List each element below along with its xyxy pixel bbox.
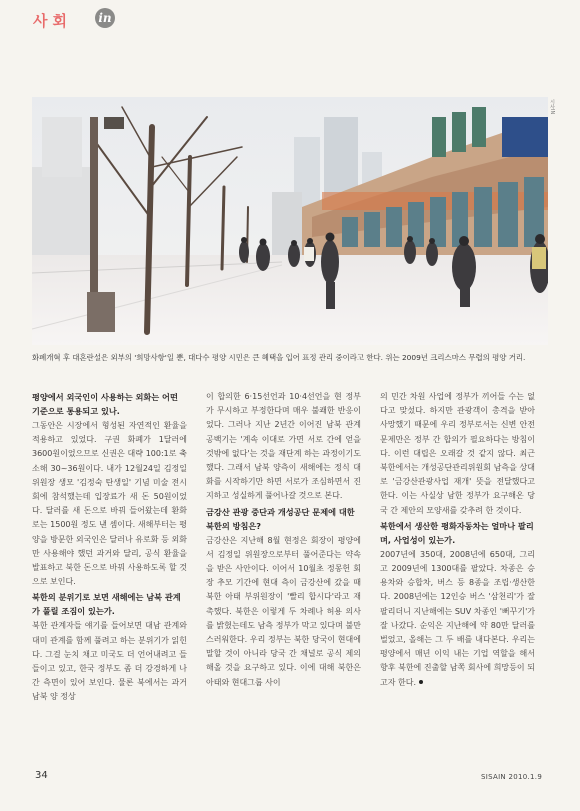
interview-answer: 의 민간 차원 사업에 정부가 끼어들 수는 없다고 맞섰다. 하지만 관광객이 총격을 받아 사망했기 때문에 우리 정부로서는 신변 안전 문제만은 정부 간 합의가 필요하다는 방침이다. 이런 대립은 오래갈 것 같지 않다. 최근 북한에서는 개성공단관리위원회 남측을 상대로 '금강산관광사업 재개' 뜻을 전달했다고 한다. 이는 사실상 남한 정부가 요구해온 당국 간 제안의 모양새를 갖추려 한 것이다. [380, 392, 535, 515]
section-label: 사회 [33, 12, 72, 30]
interview-answer: 이 합의한 6·15선언과 10·4선언을 현 정부가 무시하고 부정한다며 매우 불쾌한 반응이었다. 그러나 지난 2년간 이어진 남북 관계 공백기는 '계속 이대로 가면 서로 간에 얻을 것밖에 없다'는 것을 재단계 하는 과정이기도 했다. 그래서 남북 양측이 새해에는 정식 대화를 시작하기만 하면 서로가 조심하면서 진지하고 성실하게 풀어나갈 것으로 본다. [206, 392, 361, 501]
magazine-issue: SISAIN 2010.1.9 [481, 773, 543, 781]
interview-answer [380, 548, 535, 690]
interview-answer: 금강산은 지난해 8월 현정은 회장이 평양에서 김정일 위원장으로부터 풀어준다는 약속을 받은 사안이다. 이어서 10월초 정몽헌 회장 추모 기간에 현대 측이 금강산에 갔을 때 북한 아태 부위원장이 '빨리 합시다'라고 재촉했다. 북한은 이렇게 두 차례나 허용 의사를 밝혔는데도 남측 정부가 막고 있다며 불만스러워한다. 우리 정부는 북한 당국이 현대에 말할 것이 아니라 당국 간 채널로 공식 제의해올 것을 요구하고 있다. 이에 대해 북한은 아태와 현대그룹 사이 [206, 535, 361, 687]
photo-credit: 시사IN [549, 99, 555, 115]
interview-question: 북한에서 생산한 평화자동차는 얼마나 팔리며, 사업성이 있는가. [380, 520, 534, 545]
final-answer-text: 2007년에 350대, 2008년에 650대, 그리고 2009년에 1300대를 팔았다. 차종은 승용차와 승합차, 버스 등 8종을 조립·생산한다. 2008년에는 12인승 버스 '삼천리'가 잘 팔리더니 지난해에는 SUV 차종인 '뻐꾸기'가 잘 나갔다. 순익은 지난해에 약 80만 달러를 벌었고, 올해는 그 두 배를 내다본다. 우리는 평양에서 매년 이익 내는 기업 역할을 해서 향후 북한에 진출할 남쪽 회사에 희망등이 되고자 한다. [380, 549, 535, 687]
page-number: 34 [35, 770, 48, 781]
text-column-2 [206, 390, 361, 691]
interview-answer: 그동안은 시장에서 형성된 자연적인 환율을 적용하고 있었다. 구권 화폐가 1달러에 3600원이었으므로 신권은 대략 100:1로 축소해 30~36원이다. 내가 12월24일 김정일 위원장 생모 '김정숙 탄생일' 기념 미술 전시회에 참석했는데 입장료가 새 돈 50원이었다. 달러를 새 돈으로 바꿔 들어왔는데 환화로는 1500원 정도 낸 셈이다. 새해부터는 평양을 방문한 외국인은 달러나 유로화 등 외화만 사용해야 했던 과거와 달리, 공식 환율을 발표하고 북한 돈으로 바꿔 사용하도록 할 것으로 보인다. [32, 421, 187, 587]
interview-answer: 북한 관계자들 얘기를 들어보면 대남 관계와 대미 관계를 함께 풀려고 하는 분위기가 읽힌다. 그걸 눈치 채고 미국도 더 언어내려고 들들이고 있고, 한국 정부도 좀 더 강경하게 나간 측면이 있어 보인다. 물론 북에서는 과거 남북 양 정상 [32, 621, 187, 702]
interview-question: 북한의 분위기로 보면 새해에는 남북 관계가 풀릴 조짐이 있는가. [32, 592, 181, 617]
end-mark-icon [419, 680, 423, 684]
interview-question: 평양에서 외국인이 사용하는 외화는 어떤 기준으로 통용되고 있나. [32, 392, 178, 416]
interview-question: 금강산 관광 중단과 개성공단 문제에 대한 북한의 방침은? [206, 506, 355, 531]
in-badge-logo: in [95, 8, 115, 28]
text-column-3 [380, 390, 535, 691]
street-photo [32, 97, 548, 345]
photo-caption: 화폐개혁 후 대혼란설은 외부의 '희망사항'일 뿐, 대다수 평양 시민은 큰 혜택을 입어 표정 관리 중이라고 한다. 위는 2009년 크리스마스 무렵의 평양 거리. [32, 353, 526, 362]
text-column-1 [32, 390, 187, 706]
